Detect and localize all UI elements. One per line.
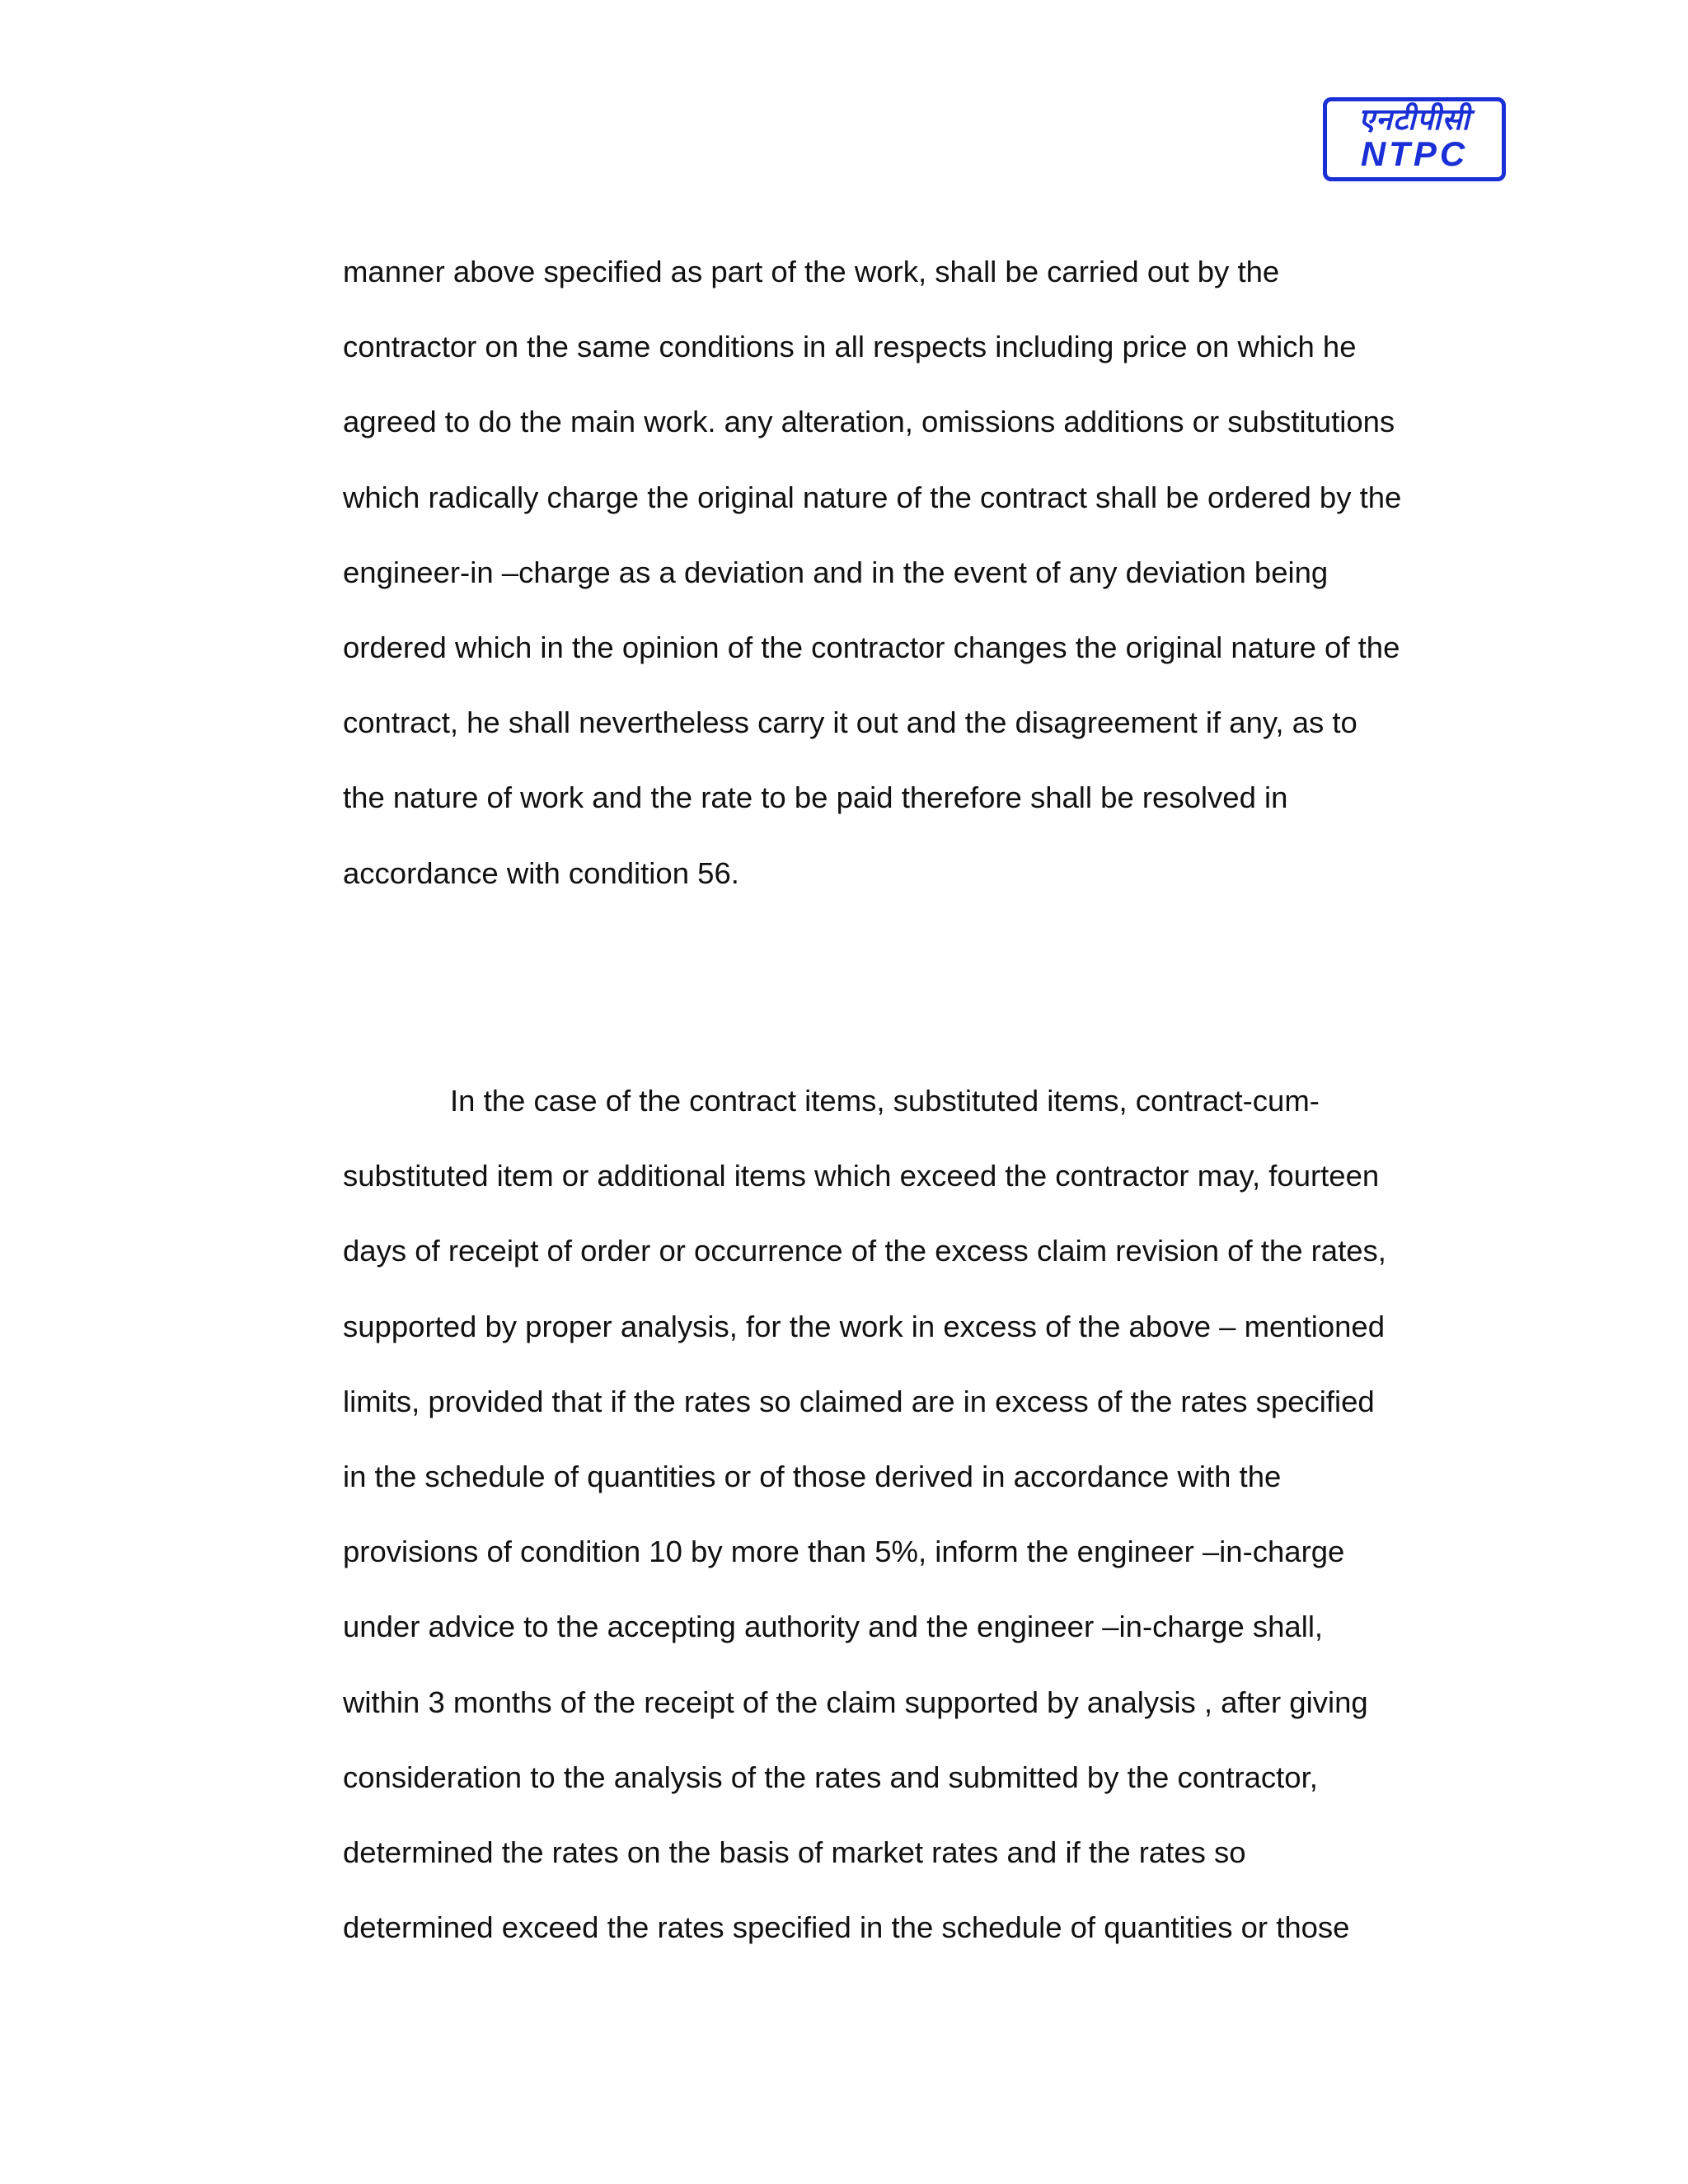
paragraph-line: limits, provided that if the rates so claimed are in excess of the rates specified bbox=[343, 1384, 1375, 1418]
paragraph-line: substituted item or additional items which exceed the contractor may, fourteen bbox=[343, 1159, 1380, 1193]
paragraph-line: which radically charge the original nature of the contract shall be ordered by the bbox=[343, 480, 1402, 514]
logo-hindi-text: एनटीपीसी bbox=[1358, 103, 1470, 137]
paragraph-line: In the case of the contract items, substituted items, contract-cum- bbox=[450, 1084, 1320, 1118]
paragraph-line: consideration to the analysis of the rates and submitted by the contractor, bbox=[343, 1760, 1318, 1794]
paragraph-line: engineer-in –charge as a deviation and in the event of any deviation being bbox=[343, 555, 1329, 589]
paragraph-1 bbox=[343, 234, 1497, 911]
paragraph-line: contract, he shall nevertheless carry it out and the disagreement if any, as to bbox=[343, 705, 1357, 740]
paragraph-line: accordance with condition 56. bbox=[343, 855, 739, 890]
paragraph-line: manner above specified as part of the work, shall be carried out by the bbox=[343, 255, 1280, 288]
logo-english-text: NTPC bbox=[1360, 134, 1469, 173]
paragraph-line: supported by proper analysis, for the work in excess of the above – mentioned bbox=[343, 1309, 1386, 1343]
ntpc-logo bbox=[1323, 97, 1506, 181]
paragraph-line: ordered which in the opinion of the contractor changes the original nature of the bbox=[343, 630, 1400, 664]
paragraph-line: under advice to the accepting authority and the engineer –in-charge shall, bbox=[343, 1610, 1324, 1644]
paragraph-line: the nature of work and the rate to be paid therefore shall be resolved in bbox=[343, 780, 1288, 815]
paragraph-line: determined the rates on the basis of market rates and if the rates so bbox=[343, 1835, 1246, 1869]
paragraph-line: within 3 months of the receipt of the claim supported by analysis , after giving bbox=[343, 1685, 1368, 1719]
paragraph-line: contractor on the same conditions in all respects including price on which he bbox=[343, 330, 1357, 364]
paragraph-2 bbox=[343, 1063, 1497, 1965]
paragraph-line: in the schedule of quantities or of those derived in accordance with the bbox=[343, 1459, 1282, 1493]
paragraph-line: days of receipt of order or occurrence of the excess claim revision of the rates, bbox=[343, 1234, 1386, 1268]
paragraph-line: determined exceed the rates specified in the schedule of quantities or those bbox=[343, 1910, 1350, 1945]
paragraph-line: agreed to do the main work. any alteration, omissions additions or substitutions bbox=[343, 405, 1395, 439]
paragraph-line: provisions of condition 10 by more than 5%, inform the engineer –in-charge bbox=[343, 1535, 1345, 1569]
